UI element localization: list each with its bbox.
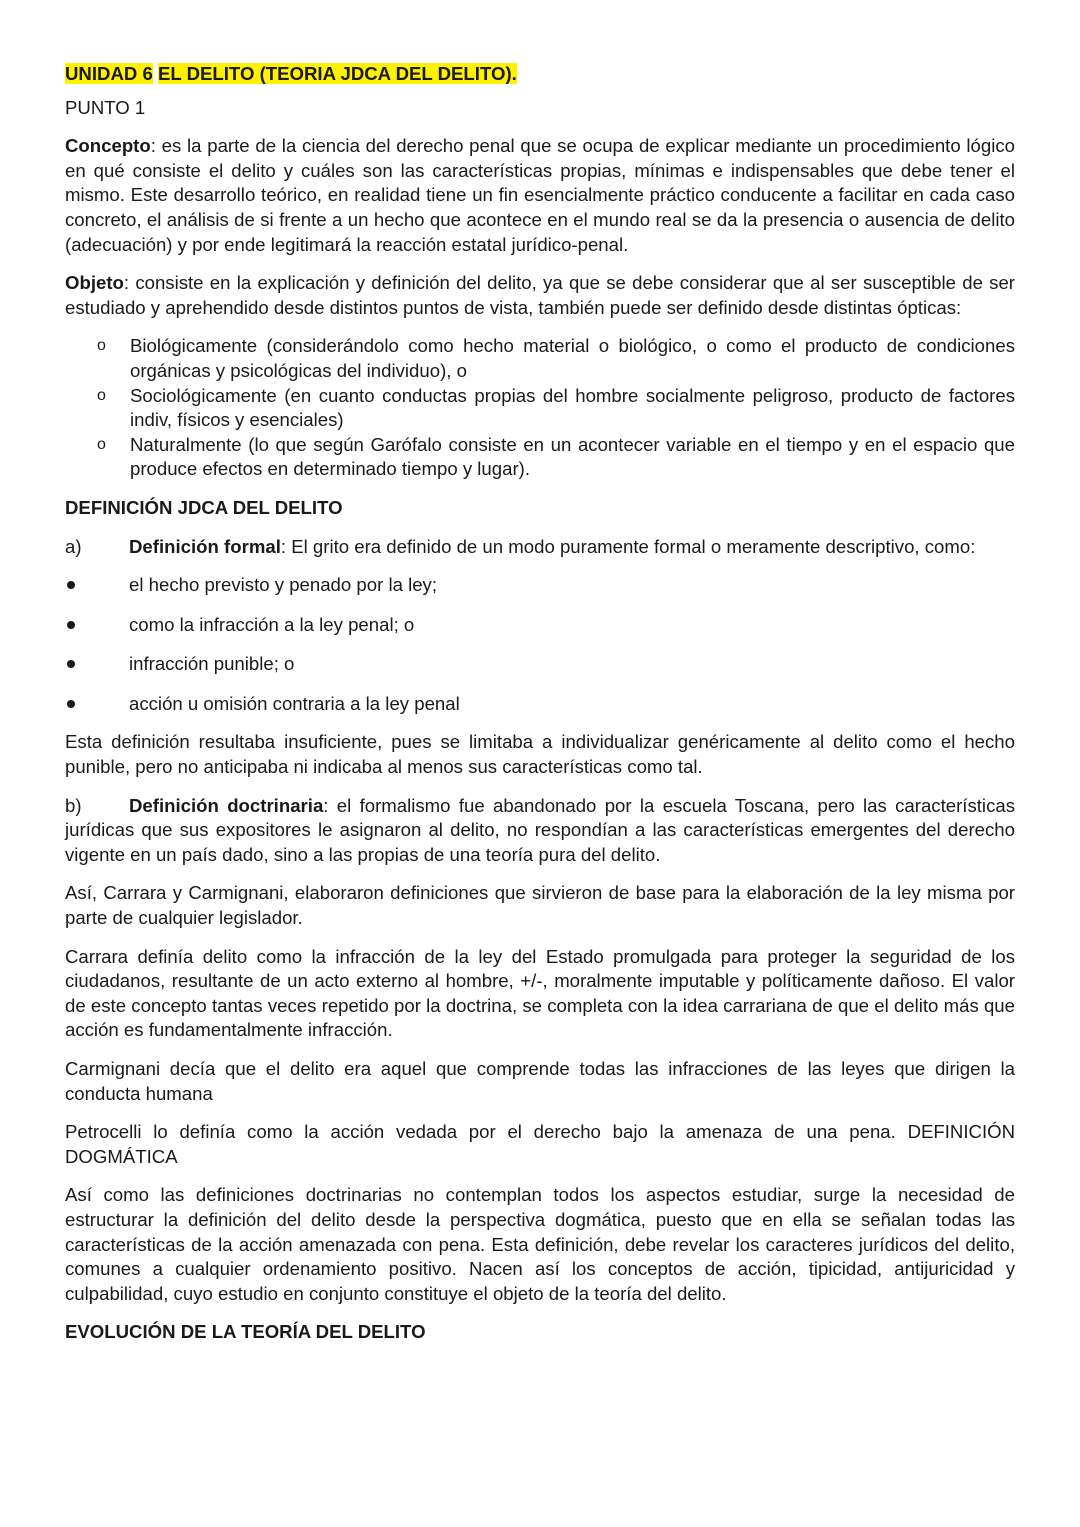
heading-definicion: DEFINICIÓN JDCA DEL DELITO — [65, 496, 343, 518]
def-formal-paragraph — [65, 535, 1015, 560]
def-doctrinaria-label: Definición doctrinaria — [129, 794, 324, 816]
heading-evolucion: EVOLUCIÓN DE LA TEORÍA DEL DELITO — [65, 1321, 426, 1343]
list-item: el hecho previsto y penado por la ley; — [65, 573, 1015, 598]
list-item: o Naturalmente (lo que según Garófalo consiste en un acontecer variable en el tiempo y en el espacio que produce efectos en determinado tiempo y lugar). — [97, 433, 1015, 480]
def-formal-letter: a) — [65, 535, 82, 557]
punto-label: PUNTO 1 — [65, 96, 146, 118]
def-formal-text: : El grito era definido de un modo puramente formal o meramente descriptivo, como: — [280, 535, 976, 557]
def-doctrinaria-text: : el formalismo fue abandonado por la escuela Toscana, pero las características jurídicas que sus expositores le asignaron al delito, no respondían a las características emergentes del derecho vigente en un país dado, sino a las propias de una teoría pura del delito. — [65, 794, 1016, 865]
bullet-dot-icon — [67, 700, 75, 708]
list-item: acción u omisión contraria a la ley penal — [65, 692, 1015, 717]
formal-items-list — [65, 573, 1015, 716]
unit-number: UNIDAD 6 — [65, 63, 153, 84]
concepto-text: : es la parte de la ciencia del derecho penal que se ocupa de explicar mediante un procedimiento lógico en qué consiste el delito y cuáles son las características propias, mínimas e indispensables que debe tener el mismo. Este desarrollo teórico, en realidad tiene un fin esencialmente práctico conducente a facilitar en cada caso concreto, el análisis de si frente a un hecho que acontece en el mundo real se da la presencia o ausencia de delito (adecuación) y por ende legitimará la reacción estatal jurídico-penal. — [65, 135, 1015, 255]
paragraph-dogmatica: Así como las definiciones doctrinarias no contemplan todos los aspectos estudiar, surge la necesidad de estructurar la definición del delito desde la perspectiva dogmática, puesto que en ella se señalan todas las características de la acción amenazada con pena. Esta definición, debe revelar los caracteres jurídicos del delito, comunes a cualquier ordenamiento positivo. Nacen así los conceptos de acción, tipicidad, antijuricidad y culpabilidad, cuyo estudio en conjunto constituye el objeto de la teoría del delito. — [65, 1184, 1015, 1304]
paragraph-carrara: Carrara definía delito como la infracción de la ley del Estado promulgada para proteger la seguridad de los ciudadanos, resultante de un acto externo al hombre, +/-, moralmente imputable y políticamente dañoso. El valor de este concepto tantas veces repetido por la doctrina, se completa con la idea carrariana de que el delito más que acción es fundamentalmente infracción. — [65, 945, 1015, 1041]
objeto-paragraph — [65, 271, 1015, 320]
page-content — [65, 62, 1015, 1359]
bullet-dot-icon — [67, 660, 75, 668]
def-formal-label: Definición formal — [129, 535, 281, 557]
list-item: o Sociológicamente (en cuanto conductas propias del hombre socialmente peligroso, producto de factores indiv, físicos y esenciales) — [97, 384, 1015, 431]
list-item: infracción punible; o — [65, 652, 1015, 677]
paragraph-petrocelli: Petrocelli lo definía como la acción vedada por el derecho bajo la amenaza de una pena. DEFINICIÓN DOGMÁTICA — [65, 1121, 1015, 1167]
opticas-list — [65, 334, 1015, 482]
circle-bullet-icon: o — [97, 386, 106, 404]
concepto-paragraph — [65, 134, 1015, 257]
objeto-text: : consiste en la explicación y definición del delito, ya que se debe considerar que al ser susceptible de ser estudiado y aprehendido desde distintos puntos de vista, también puede ser definido desde distintas ópticas: — [65, 272, 1015, 318]
list-item: o Biológicamente (considerándolo como hecho material o biológico, o como el producto de condiciones orgánicas y psicológicas del individuo), o — [97, 335, 1015, 381]
paragraph-carmignani: Carmignani decía que el delito era aquel que comprende todas las infracciones de las leyes que dirigen la conducta humana — [65, 1058, 1015, 1104]
list-item: como la infracción a la ley penal; o — [65, 613, 1015, 638]
unit-title — [65, 62, 1015, 87]
bullet-dot-icon — [67, 621, 75, 629]
unit-name: EL DELITO (TEORIA JDCA DEL DELITO). — [157, 63, 517, 84]
def-doctrinaria-paragraph — [65, 794, 1015, 868]
paragraph-carrara-carmignani: Así, Carrara y Carmignani, elaboraron definiciones que sirvieron de base para la elaboración de la ley misma por parte de cualquier legislador. — [65, 882, 1015, 929]
concepto-label: Concepto — [65, 135, 151, 157]
formal-insuficiente-paragraph: Esta definición resultaba insuficiente, pues se limitaba a individualizar genéricamente al delito como el hecho punible, pero no anticipaba ni indicaba al menos sus características como tal. — [65, 731, 1015, 778]
bullet-dot-icon — [67, 581, 75, 589]
def-doctrinaria-letter: b) — [65, 794, 82, 816]
objeto-label: Objeto — [65, 272, 124, 294]
circle-bullet-icon: o — [97, 337, 106, 355]
circle-bullet-icon: o — [97, 435, 106, 453]
